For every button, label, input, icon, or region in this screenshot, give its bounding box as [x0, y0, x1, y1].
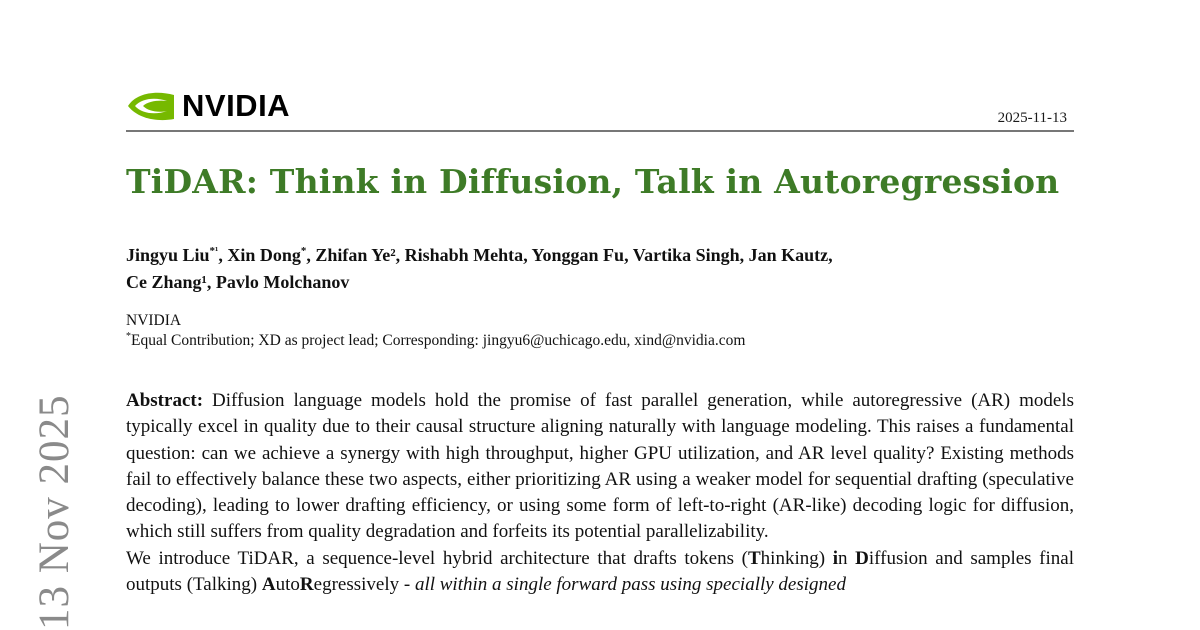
- brand-name: NVIDIA: [182, 88, 291, 123]
- acronym-letter: T: [747, 547, 761, 569]
- acronym-letter: R: [299, 574, 314, 596]
- author: Vartika Singh: [632, 245, 740, 265]
- affiliation: NVIDIA: [126, 312, 182, 329]
- paper-title: TiDAR: Think in Diffusion, Talk in Autoregression: [126, 162, 1060, 201]
- author: Pavlo Molchanov: [215, 272, 350, 292]
- abstract-text: iffusion and samples final outputs (Talking): [126, 547, 1075, 596]
- author: Jingyu Liu: [126, 245, 210, 265]
- abstract-text: n: [837, 547, 856, 569]
- abstract-paragraph-1: [126, 388, 1074, 546]
- abstract-text: Diffusion language models hold the promise of fast parallel generation, while autoregressive (AR) models typically excel in quality due to their causal structure aligning naturally with language modeling. This raises a fundamental question: can we achieve a synergy with high throughput, higher GPU utilization, and AR level quality? Existing methods fail to effectively balance these two aspects, either prioritizing AR using a weaker model for sequential drafting (speculative decoding), leading to lower drafting efficiency, or using some form of left-to-right (AR-like) decoding logic for diffusion, which still suffers from quality degradation and forfeits its potential parallelizability.: [126, 390, 1074, 543]
- abstract-text: hinking): [760, 547, 833, 569]
- equal-contribution-note: [126, 331, 745, 350]
- footnote-mark: *: [126, 331, 131, 342]
- nvidia-eye-icon: [126, 89, 176, 123]
- abstract: [126, 388, 1074, 598]
- abstract-text: egressively -: [313, 574, 415, 596]
- abstract-italic-text: all within a single forward pass using specially designed: [414, 574, 846, 596]
- author-mark: *¹: [209, 245, 219, 257]
- acronym-letter: i: [832, 547, 838, 569]
- author: Rishabh Mehta: [404, 245, 524, 265]
- acronym-letter: D: [855, 547, 869, 569]
- nvidia-logo: [126, 88, 290, 124]
- author-mark: *: [300, 245, 307, 257]
- abstract-label: Abstract:: [126, 390, 204, 411]
- author-list: Jingyu Liu$^{*^1}$, Xin Dong*, Zhifan Ye², Rishabh Mehta, Yonggan Fu, Vartika Singh, Jan Kautz, Ce Zhang¹, Pavlo Molchanov: [126, 245, 833, 292]
- author: Xin Dong: [227, 245, 301, 265]
- acronym-letter: A: [261, 574, 276, 596]
- author: Zhifan Ye: [315, 245, 391, 265]
- author: Jan Kautz: [748, 245, 829, 265]
- abstract-paragraph-2: [126, 546, 1074, 599]
- author-mark: ²: [390, 245, 396, 265]
- author: Yonggan Fu: [531, 245, 625, 265]
- header-divider: [126, 130, 1074, 132]
- author-mark: ¹: [201, 272, 207, 292]
- publication-date: 2025-11-13: [997, 110, 1067, 126]
- contribution-text: Equal Contribution; XD as project lead; Corresponding: jingyu6@uchicago.edu, xind@nvidia.com: [131, 332, 746, 350]
- abstract-text: uto: [275, 574, 300, 596]
- abstract-text: We introduce TiDAR, a sequence-level hybrid architecture that drafts tokens (: [126, 547, 748, 569]
- arxiv-side-stamp: 13 Nov 2025: [31, 394, 78, 630]
- author: Ce Zhang: [126, 272, 202, 292]
